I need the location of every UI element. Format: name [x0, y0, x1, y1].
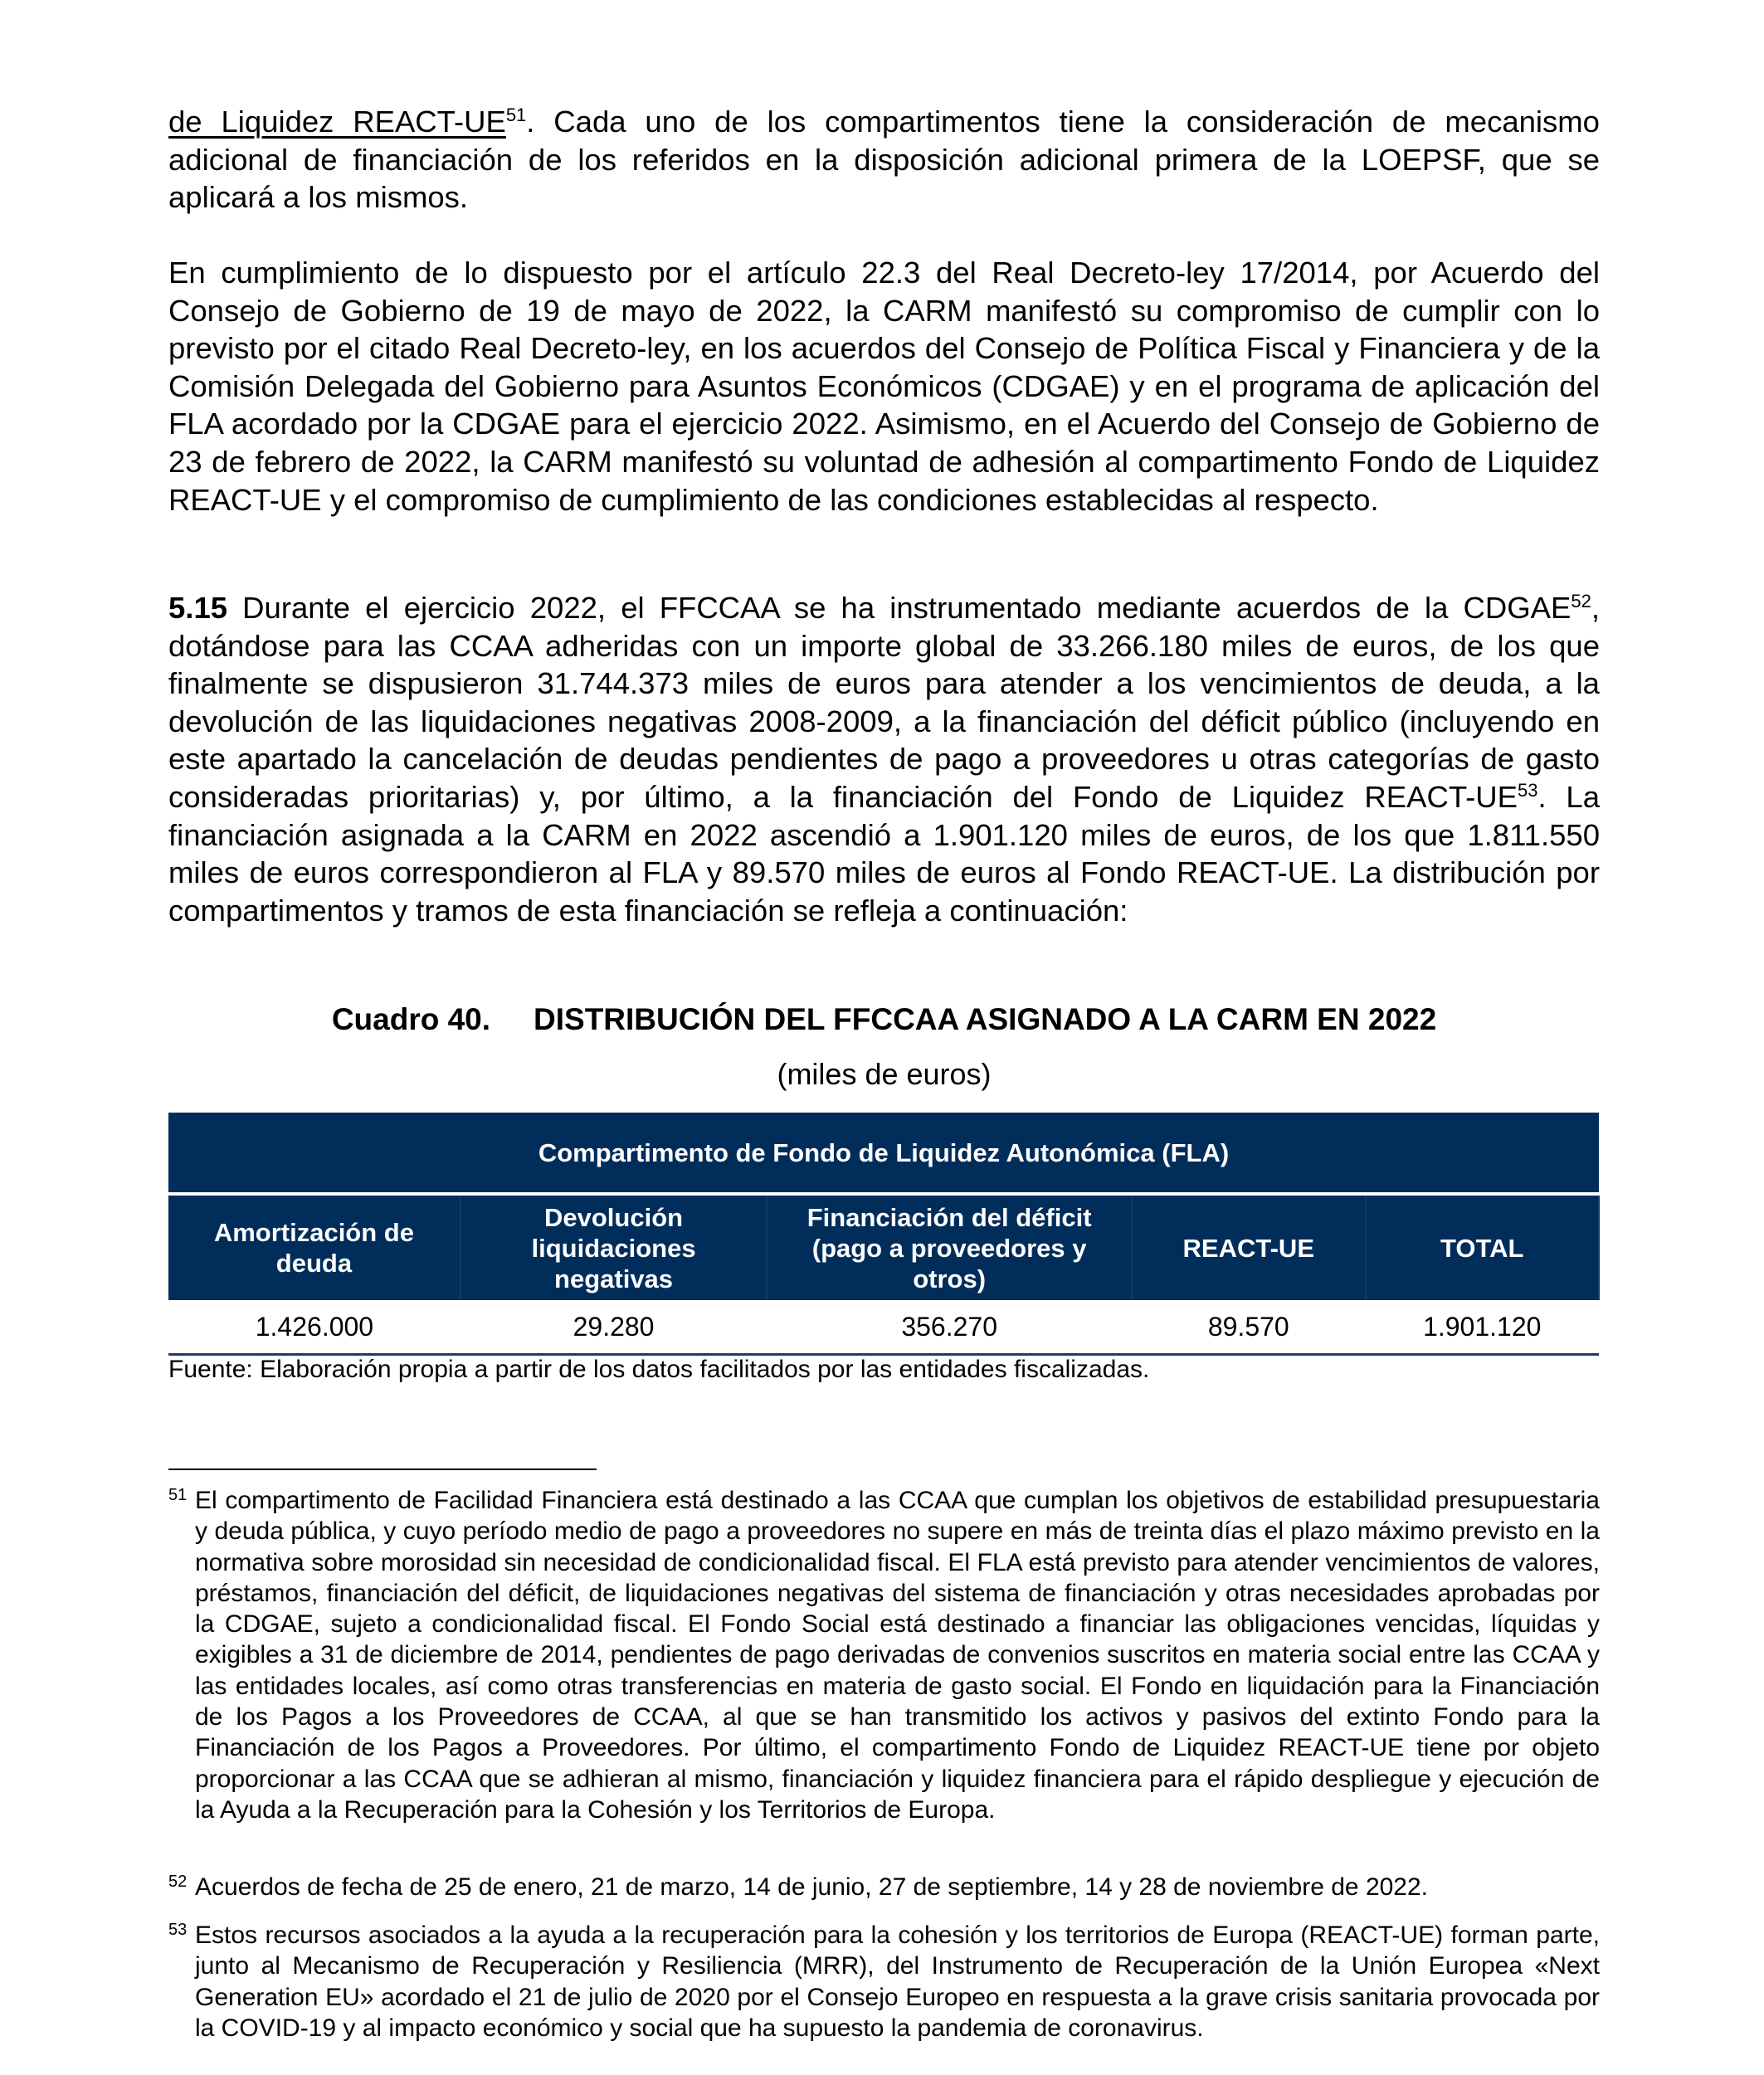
caption-number: Cuadro 40. [331, 1002, 491, 1036]
paragraph-compromiso: En cumplimiento de lo dispuesto por el artículo 22.3 del Real Decreto-ley 17/2014, por Acuerdo del Consejo de Gobierno de 19 de mayo de 2022, la CARM manifestó su compromiso de cumplir con lo previsto por el citado Real Decreto-ley, en los acuerdos del Consejo de Política Fiscal y Financiera y de la Comisión Delegada del Gobierno para Asuntos Económicos (CDGAE) y en el programa de aplicación del FLA acordado por la CDGAE para el ejercicio 2022. Asimismo, en el Acuerdo del Consejo de Gobierno de 23 de febrero de 2022, la CARM manifestó su voluntad de adhesión al compartimento Fondo de Liquidez REACT-UE y el compromiso de cumplimiento de las condiciones establecidas al respecto. [168, 256, 1600, 517]
header-react-ue: REACT-UE [1132, 1194, 1365, 1300]
paragraph-text: . La financiación asignada a la CARM en 2022 ascendió a 1.901.120 miles de euros, de los que 1.811.550 miles de euros correspondieron al FLA y 89.570 miles de euros al Fondo REACT-UE. La distribución por compartimentos y tramos de esta financiación se refleja a continuación: [168, 779, 1600, 928]
footnote-ref-52[interactable]: 52 [1571, 590, 1591, 611]
footnote-52 [168, 1872, 1600, 1902]
header-total: TOTAL [1366, 1194, 1600, 1300]
cell-react-ue: 89.570 [1132, 1300, 1365, 1355]
table-source: Fuente: Elaboración propia a partir de los datos facilitados por las entidades fiscalizadas. [168, 1356, 1150, 1383]
caption-title: DISTRIBUCIÓN DEL FFCCAA ASIGNADO A LA CARM EN 2022 [534, 1002, 1437, 1036]
footnote-separator [168, 1469, 597, 1470]
cell-total: 1.901.120 [1366, 1300, 1600, 1355]
paragraph-continuation [168, 103, 1600, 217]
header-amortizacion: Amortización de deuda [168, 1194, 460, 1300]
section-number: 5.15 [168, 591, 228, 625]
paragraph-text: Durante el ejercicio 2022, el FFCCAA se ha instrumentado mediante acuerdos de la CDGAE [227, 591, 1572, 625]
react-ue-link[interactable]: de Liquidez REACT-UE [168, 105, 506, 139]
distribution-table [168, 1113, 1600, 1356]
table-header-row [168, 1194, 1599, 1300]
footnote-text: El compartimento de Facilidad Financiera está destinado a las CCAA que cumplan los objetivos de estabilidad presupuestaria y deuda pública, y cuyo período medio de pago a proveedores no supere en más de treinta días el plazo máximo previsto en la normativa sobre morosidad sin necesidad de condicionalidad fiscal. El FLA está previsto para atender vencimientos de valores, préstamos, financiación del déficit, de liquidaciones negativas del sistema de financiación y otras necesidades aprobadas por la CDGAE, sujeto a condicionalidad fiscal. El Fondo Social está destinado a financiar las obligaciones vencidas, líquidas y exigibles a 31 de diciembre de 2014, pendientes de pago derivadas de convenios suscritos en materia social entre las CCAA y las entidades locales, así como otras transferencias en materia de gasto social. El Fondo en liquidación para la Financiación de los Pagos a los Proveedores de CCAA, al que se han transmitido los activos y pasivos del extinto Fondo para la Financiación de los Pagos a Proveedores. Por último, el compartimento Fondo de Liquidez REACT-UE tiene por objeto proporcionar a las CCAA que se adhieran al mismo, financiación y liquidez financiera para el rápido despliegue y ejecución de la Ayuda a la Recuperación para la Cohesión y los Territorios de Europa. [195, 1487, 1600, 1824]
footnote-text: Acuerdos de fecha de 25 de enero, 21 de marzo, 14 de junio, 27 de septiembre, 14 y 28 de noviembre de 2022. [195, 1873, 1429, 1901]
table-row [168, 1300, 1599, 1355]
table-caption [168, 1002, 1600, 1037]
cell-devolucion: 29.280 [460, 1300, 767, 1355]
footnote-number: 51 [168, 1486, 188, 1504]
paragraph-text: , dotándose para las CCAA adheridas con un importe global de 33.266.180 miles de euros, de los que finalmente se dispusieron 31.744.373 miles de euros para atender a los vencimientos de deuda, a la devolución de las liquidaciones negativas 2008-2009, a la financiación del déficit público (incluyendo en este apartado la cancelación de deudas pendientes de pago a proveedores u otras categorías de gasto consideradas prioritarias) y, por último, a la financiación del Fondo de Liquidez REACT-UE [168, 591, 1600, 814]
footnote-number: 52 [168, 1873, 188, 1891]
footnote-text: Estos recursos asociados a la ayuda a la recuperación para la cohesión y los territorios de Europa (REACT-UE) forman parte, junto al Mecanismo de Recuperación y Resiliencia (MRR), del Instrumento de Recuperación de la Unión Europea «Next Generation EU» acordado el 21 de julio de 2020 por el Consejo Europeo en respuesta a la grave crisis sanitaria provocada por la COVID-19 y al impacto económico y social que ha supuesto la pandemia de coronavirus. [195, 1922, 1600, 2042]
cell-financiacion: 356.270 [767, 1300, 1132, 1355]
cell-amortizacion: 1.426.000 [168, 1300, 460, 1355]
header-financiacion: Financiación del déficit (pago a proveedores y otros) [767, 1194, 1132, 1300]
table-group-header-row [168, 1113, 1599, 1194]
footnote-number: 53 [168, 1921, 188, 1939]
footnote-51 [168, 1485, 1600, 1825]
footnote-ref-51[interactable]: 51 [505, 104, 527, 125]
header-devolucion: Devolución liquidaciones negativas [460, 1194, 767, 1300]
group-header: Compartimento de Fondo de Liquidez Autonómica (FLA) [168, 1113, 1599, 1194]
footnote-ref-53[interactable]: 53 [1517, 779, 1538, 801]
table-units: (miles de euros) [777, 1057, 992, 1091]
paragraph-text: . Cada uno de los compartimentos tiene la consideración de mecanismo adicional de financiación de los referidos en la disposición adicional primera de la LOEPSF, que se aplicará a los mismos. [168, 105, 1600, 215]
paragraph-5-15 [168, 589, 1600, 929]
footnote-53 [168, 1920, 1600, 2043]
